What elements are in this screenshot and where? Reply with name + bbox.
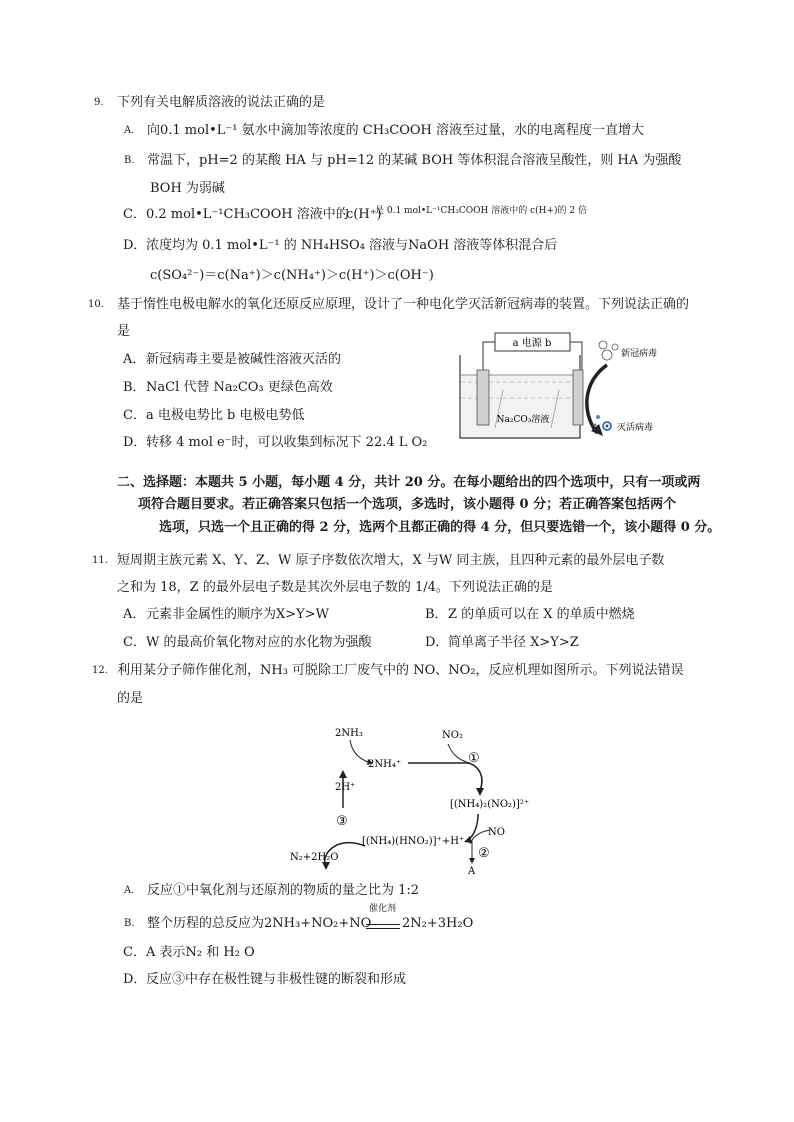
q10-option-b-label: B． [123,380,146,395]
species-no: NO [488,827,505,838]
species-2nh3: 2NH₃ [335,728,363,739]
q12-option-c-label: C． [123,945,146,960]
q12-option-b-product: 2N₂+3H₂O [402,916,474,931]
q12-option-b-equals-sign [366,924,400,929]
species-complex-2: [(NH₄)(HNO₂)]⁺+H⁺ [362,836,465,847]
question-11-stem-line2: 之和为 18，Z 的最外层电子数是其次外层电子数的 1/4。下列说法正确的是 [117,580,553,595]
q9-option-d-continuation: c(SO₄²⁻)＝c(Na⁺)＞c(NH₄⁺)＞c(H⁺)＞c(OH⁻) [150,268,434,283]
q10-option-a: 新冠病毒主要是被碱性溶液灭活的 [146,352,342,367]
q12-option-b-label: B. [124,918,135,929]
question-10-stem-line2: 是 [117,324,131,339]
q11-option-a: 元素非金属性的顺序为X>Y>W [146,607,329,622]
species-n2-h2o: N₂+2H₂O [290,852,339,863]
q11-option-c-label: C． [123,635,146,650]
q9-option-c: 0.2 mol•L⁻¹CH₃COOH 溶液中的 [146,207,349,222]
species-complex-1: [(NH₄)₂(NO₂)]²⁺ [450,799,530,810]
q10-option-d: 转移 4 mol e⁻时，可以收集到标况下 22.4 L O₂ [146,435,428,450]
section-2-line3: 选项，只选一个且正确的得 2 分，选两个且都正确的得 4 分，但只要选错一个，该小题得 0 分。 [159,520,721,535]
step-2-marker: ② [478,846,490,861]
species-2nh4: 2NH₄⁺ [368,759,402,770]
q11-option-a-label: A． [123,607,146,622]
virus-label: 新冠病毒 [621,349,658,359]
question-12-stem-line1: 利用某分子筛作催化剂，NH₃ 可脱除工厂废气中的 NO、NO₂，反应机理如图所示。下列说法错误 [117,663,684,678]
q12-option-a: 反应①中氧化剂与还原剂的物质的量之比为 1:2 [147,883,420,898]
step-1-marker: ① [468,751,480,766]
q12-option-b: 整个历程的总反应为2NH₃+NO₂+NO [147,916,372,931]
section-2-line1: 二、选择题：本题共 5 小题，每小题 4 分，共计 20 分。在每小题给出的四个选项中，只有一项或两 [117,475,701,490]
q11-option-d-label: D． [425,635,449,650]
question-12-stem-line2: 的是 [117,691,144,706]
q10-option-b: NaCl 代替 Na₂CO₃ 更绿色高效 [146,380,333,395]
q12-option-d-label: D． [123,972,147,987]
q9-option-c-formula: c(H⁺) [346,207,382,222]
section-2-line2: 项符合题目要求。若正确答案只包括一个选项，多选时，该小题得 0 分；若正确答案包括两个 [138,497,677,512]
question-12-number: 12. [92,665,108,676]
q12-option-b-catalyst: 催化剂 [369,904,397,914]
electrode-a [477,370,489,425]
question-9-stem: 下列有关电解质溶液的说法正确的是 [117,95,326,110]
q9-option-c-label: C． [123,207,146,222]
q9-option-b: 常温下，pH=2 的某酸 HA 与 pH=12 的某碱 BOH 等体积混合溶液呈酸性，则 HA 为强酸 [147,153,682,168]
electrolysis-apparatus-figure [455,330,695,445]
electrode-b [573,370,583,425]
q9-option-d: 浓度均为 0.1 mol•L⁻¹ 的 NH₄HSO₄ 溶液与NaOH 溶液等体积混合后 [146,238,558,253]
q10-option-a-label: A． [123,352,146,367]
virus-icon [599,341,607,349]
arrow-step-2 [468,814,478,840]
solution-label: Na₂CO₃溶液 [496,415,550,425]
q9-option-b-continuation: BOH 为弱碱 [150,181,225,196]
reaction-mechanism-diagram [280,722,560,882]
q10-option-c: a 电极电势比 b 电极电势低 [146,408,305,423]
q11-option-b-label: B． [425,607,448,622]
q9-option-b-label: B. [124,155,135,166]
q10-option-d-label: D． [123,435,147,450]
power-supply-label: a 电源 b [512,338,552,349]
q9-option-c-tail: 是 0.1 mol•L⁻¹CH₃COOH 溶液中的 c(H+)的 2 倍 [375,206,587,216]
q10-option-c-label: C． [123,408,146,423]
q9-option-a: 向0.1 mol•L⁻¹ 氨水中滴加等浓度的 CH₃COOH 溶液至过量，水的电离程度一直增大 [147,123,644,138]
q11-option-c: W 的最高价氧化物对应的水化物为强酸 [146,635,372,650]
question-11-number: 11. [92,555,108,566]
q12-option-c: A 表示N₂ 和 H₂ O [146,945,255,960]
q9-option-d-label: D． [123,238,147,253]
q11-option-d: 简单离子半径 X>Y>Z [448,635,579,650]
question-9-number: 9. [94,97,104,108]
inactivated-label: 灭活病毒 [617,423,654,433]
q11-option-b: Z 的单质可以在 X 的单质中燃烧 [448,607,635,622]
q12-option-a-label: A. [124,885,135,896]
species-a: A [468,866,476,877]
q12-option-d: 反应③中存在极性键与非极性键的断裂和形成 [146,972,407,987]
q9-option-a-label: A. [124,125,135,136]
question-10-number: 10. [88,299,104,310]
question-11-stem-line1: 短周期主族元素 X、Y、Z、W 原子序数依次增大，X 与W 同主族，且四种元素的最外层电子数 [117,553,665,568]
species-2h: 2H⁺ [335,782,356,793]
step-3-marker: ③ [336,814,348,829]
species-no2: NO₂ [442,730,463,741]
question-10-stem-line1: 基于惰性电极电解水的氧化还原反应原理，设计了一种电化学灭活新冠病毒的装置。下列说法正确的 [117,297,690,312]
